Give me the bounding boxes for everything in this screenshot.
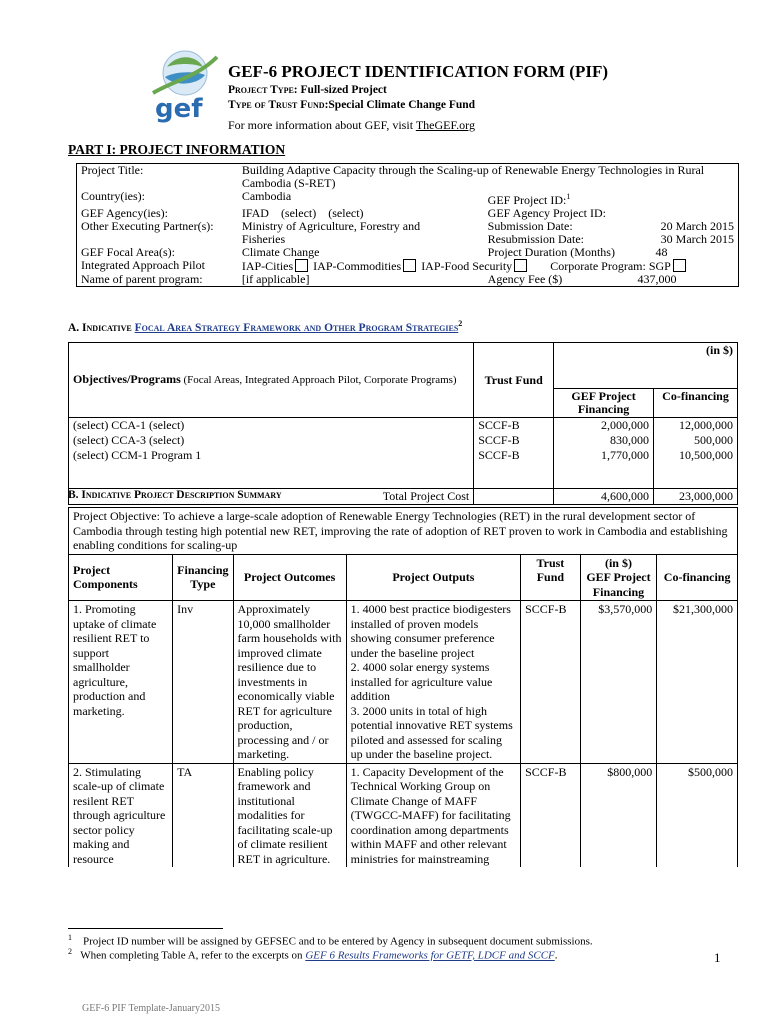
gef-cell: $3,570,000 — [580, 601, 657, 764]
agency-project-id-label: GEF Agency Project ID: — [487, 206, 606, 220]
resubmission-label: Resubmission Date: — [487, 232, 584, 246]
cofin-cell: 10,500,000 — [654, 448, 738, 488]
gef-financing-header: GEF Project Financing — [554, 389, 654, 418]
trust-fund-cell: SCCF-B — [521, 763, 581, 867]
section-a-heading: A. Indicative Focal Area Strategy Framework and Other Program Strategies$^2$ — [68, 319, 463, 334]
outcome-cell: Enabling policy framework and institutional modalities for facilitating scale-up of climate resilient RET in agriculture. — [233, 763, 346, 867]
iap-label: Integrated Approach Pilot — [81, 258, 205, 272]
focal-area-table — [68, 342, 738, 505]
trust-fund-cell: SCCF-B — [474, 418, 554, 434]
component-cell: 1. Promoting uptake of climate resilient RET to support smallholder agriculture, production and marketing. — [69, 601, 173, 764]
gef-cell: 1,770,000 — [554, 448, 654, 488]
gef-project-id: GEF Project ID:$^1$ — [487, 192, 571, 207]
table-row — [69, 448, 738, 488]
table-row — [69, 418, 738, 434]
form-title: GEF-6 PROJECT IDENTIFICATION FORM (PIF) — [228, 62, 608, 81]
objective-select[interactable]: (select) CCA-1 (select) — [69, 418, 474, 434]
obj-header: Objectives/Programs (Focal Areas, Integrated Approach Pilot, Corporate Programs) — [69, 343, 474, 418]
trust-fund-header: Trust Fund — [474, 343, 554, 418]
gef-cell: 2,000,000 — [554, 418, 654, 434]
project-title-value: Building Adaptive Capacity through the Scaling-up of Renewable Energy Technologies in Rural Cambodia (S-RET) — [241, 163, 705, 190]
exec-partner-label: Other Executing Partner(s): — [81, 219, 214, 233]
cofin-cell: $500,000 — [657, 763, 738, 867]
outputs-cell: 1. Capacity Development of the Technical Working Group on Climate Change of MAFF (TWGCC-MAFF) for facilitating coordination among departments within MAFF and other relevant ministries for mainstreaming — [346, 763, 520, 867]
duration-label: Project Duration (Months) — [487, 245, 615, 259]
exec-partner-value: Ministry of Agriculture, Forestry and Fisheries — [241, 219, 421, 246]
gef-cell: $800,000 — [580, 763, 657, 867]
trust-fund-cell: SCCF-B — [474, 448, 554, 488]
gef-link[interactable]: TheGEF.org — [415, 118, 475, 132]
outputs-header: Project Outputs — [346, 554, 520, 601]
gef-cell: 830,000 — [554, 433, 654, 448]
corporate-sgp-checkbox[interactable] — [673, 259, 686, 272]
iap-options: IAP-Cities IAP-Commodities IAP-Food Security Corporate Program: SGP — [238, 259, 739, 273]
table-row — [69, 601, 738, 764]
fee-label: Agency Fee ($) — [487, 272, 563, 286]
trust-fund-line: Type of Trust Fund:Special Climate Change Fund — [228, 99, 476, 111]
financing-type-cell: Inv — [173, 601, 233, 764]
cofin-header: Co-financing — [657, 554, 738, 601]
info-line: For more information about GEF, visit TheGEF.org — [228, 118, 475, 132]
total-gef: 4,600,000 — [554, 488, 654, 504]
trust-fund-cell: SCCF-B — [474, 433, 554, 448]
parent-label: Name of parent program: — [81, 272, 203, 286]
outputs-cell: 1. 4000 best practice biodigesters installed of proven models showing consumer preference under the baseline project 2. 4000 solar energy systems installed for agriculture value addition 3. 2000 units in total of high potential innovative RET systems piloted and assessed for scaling up under the baseline project. — [346, 601, 520, 764]
objective-select[interactable]: (select) CCA-3 (select) — [69, 433, 474, 448]
table-row — [69, 433, 738, 448]
duration-value: 48 — [655, 245, 668, 259]
project-objective: Project Objective: To achieve a large-scale adoption of Renewable Energy Technologies (RET) in the rural development sector of Cambodia through testing high potential new RET, improving the rate of adoption of RET proven to work in Cambodia and establishing enabling conditions for scaling-up — [69, 508, 738, 555]
submission-value: 20 March 2015 — [660, 219, 734, 233]
country-label: Country(ies): — [81, 189, 145, 203]
cofin-cell: 500,000 — [654, 433, 738, 448]
agency-value[interactable]: IFAD (select) (select) — [241, 206, 364, 220]
focal-label: GEF Focal Area(s): — [81, 245, 175, 259]
resubmission-value: 30 March 2015 — [660, 232, 734, 246]
footnote-1: $^1$ Project ID number will be assigned by GEFSEC and to be entered by Agency in subsequent document submissions. — [68, 933, 593, 948]
footnote-divider — [68, 928, 223, 929]
project-type-line: Project Type: Full-sized Project — [228, 84, 387, 96]
total-empty-cell — [474, 488, 554, 504]
outcomes-header: Project Outcomes — [233, 554, 346, 601]
page-number: 1 — [714, 950, 721, 965]
objective-select[interactable]: (select) CCM-1 Program 1 — [69, 448, 474, 488]
total-cofin: 23,000,000 — [654, 488, 738, 504]
agency-label: GEF Agency(ies): — [81, 206, 168, 220]
cofin-cell: $21,300,000 — [657, 601, 738, 764]
section-b-heading: B. Indicative Project Description Summary — [68, 489, 282, 501]
project-info-table — [76, 163, 739, 287]
cofinancing-header: Co-financing — [654, 389, 738, 418]
page-footer: GEF-6 PIF Template-January2015 — [82, 1003, 220, 1014]
focal-value: Climate Change — [241, 245, 320, 259]
components-header: Project Components — [69, 554, 173, 601]
project-description-table — [68, 507, 738, 867]
gef-header: (in $) GEF Project Financing — [580, 554, 657, 601]
financing-type-cell: TA — [173, 763, 233, 867]
country-value: Cambodia — [241, 189, 292, 203]
iap-commodities-checkbox[interactable] — [403, 259, 416, 272]
submission-label: Submission Date: — [487, 219, 573, 233]
footnote-2: $^2$ When completing Table A, refer to the excerpts on GEF 6 Results Frameworks for GETF, LDCF and SCCF. — [68, 947, 558, 962]
iap-cities-checkbox[interactable] — [295, 259, 308, 272]
trust-fund-header: Trust Fund — [521, 554, 581, 601]
trust-fund-cell: SCCF-B — [521, 601, 581, 764]
fee-value: 437,000 — [637, 272, 677, 286]
logo-text: gef — [155, 94, 203, 124]
component-cell: 2. Stimulating scale-up of climate resilent RET through agriculture sector policy making and resource — [69, 763, 173, 867]
project-title-label: Project Title: — [81, 163, 144, 177]
cofin-cell: 12,000,000 — [654, 418, 738, 434]
gef-logo — [145, 45, 220, 125]
parent-value: [if applicable] — [241, 272, 310, 286]
part1-heading: PART I: PROJECT INFORMATION — [68, 142, 286, 157]
in-usd-header: (in $) — [554, 343, 738, 389]
total-label: Total Project Cost — [69, 488, 474, 504]
iap-food-checkbox[interactable] — [514, 259, 527, 272]
financing-type-header: Financing Type — [173, 554, 233, 601]
results-framework-link[interactable]: GEF 6 Results Frameworks for GETF, LDCF and SCCF — [305, 949, 555, 962]
table-row — [69, 763, 738, 867]
outcome-cell: Approximately 10,000 smallholder farm households with improved climate resilience due to investments in economically viable RET for agriculture production, processing and / or marketing. — [233, 601, 346, 764]
